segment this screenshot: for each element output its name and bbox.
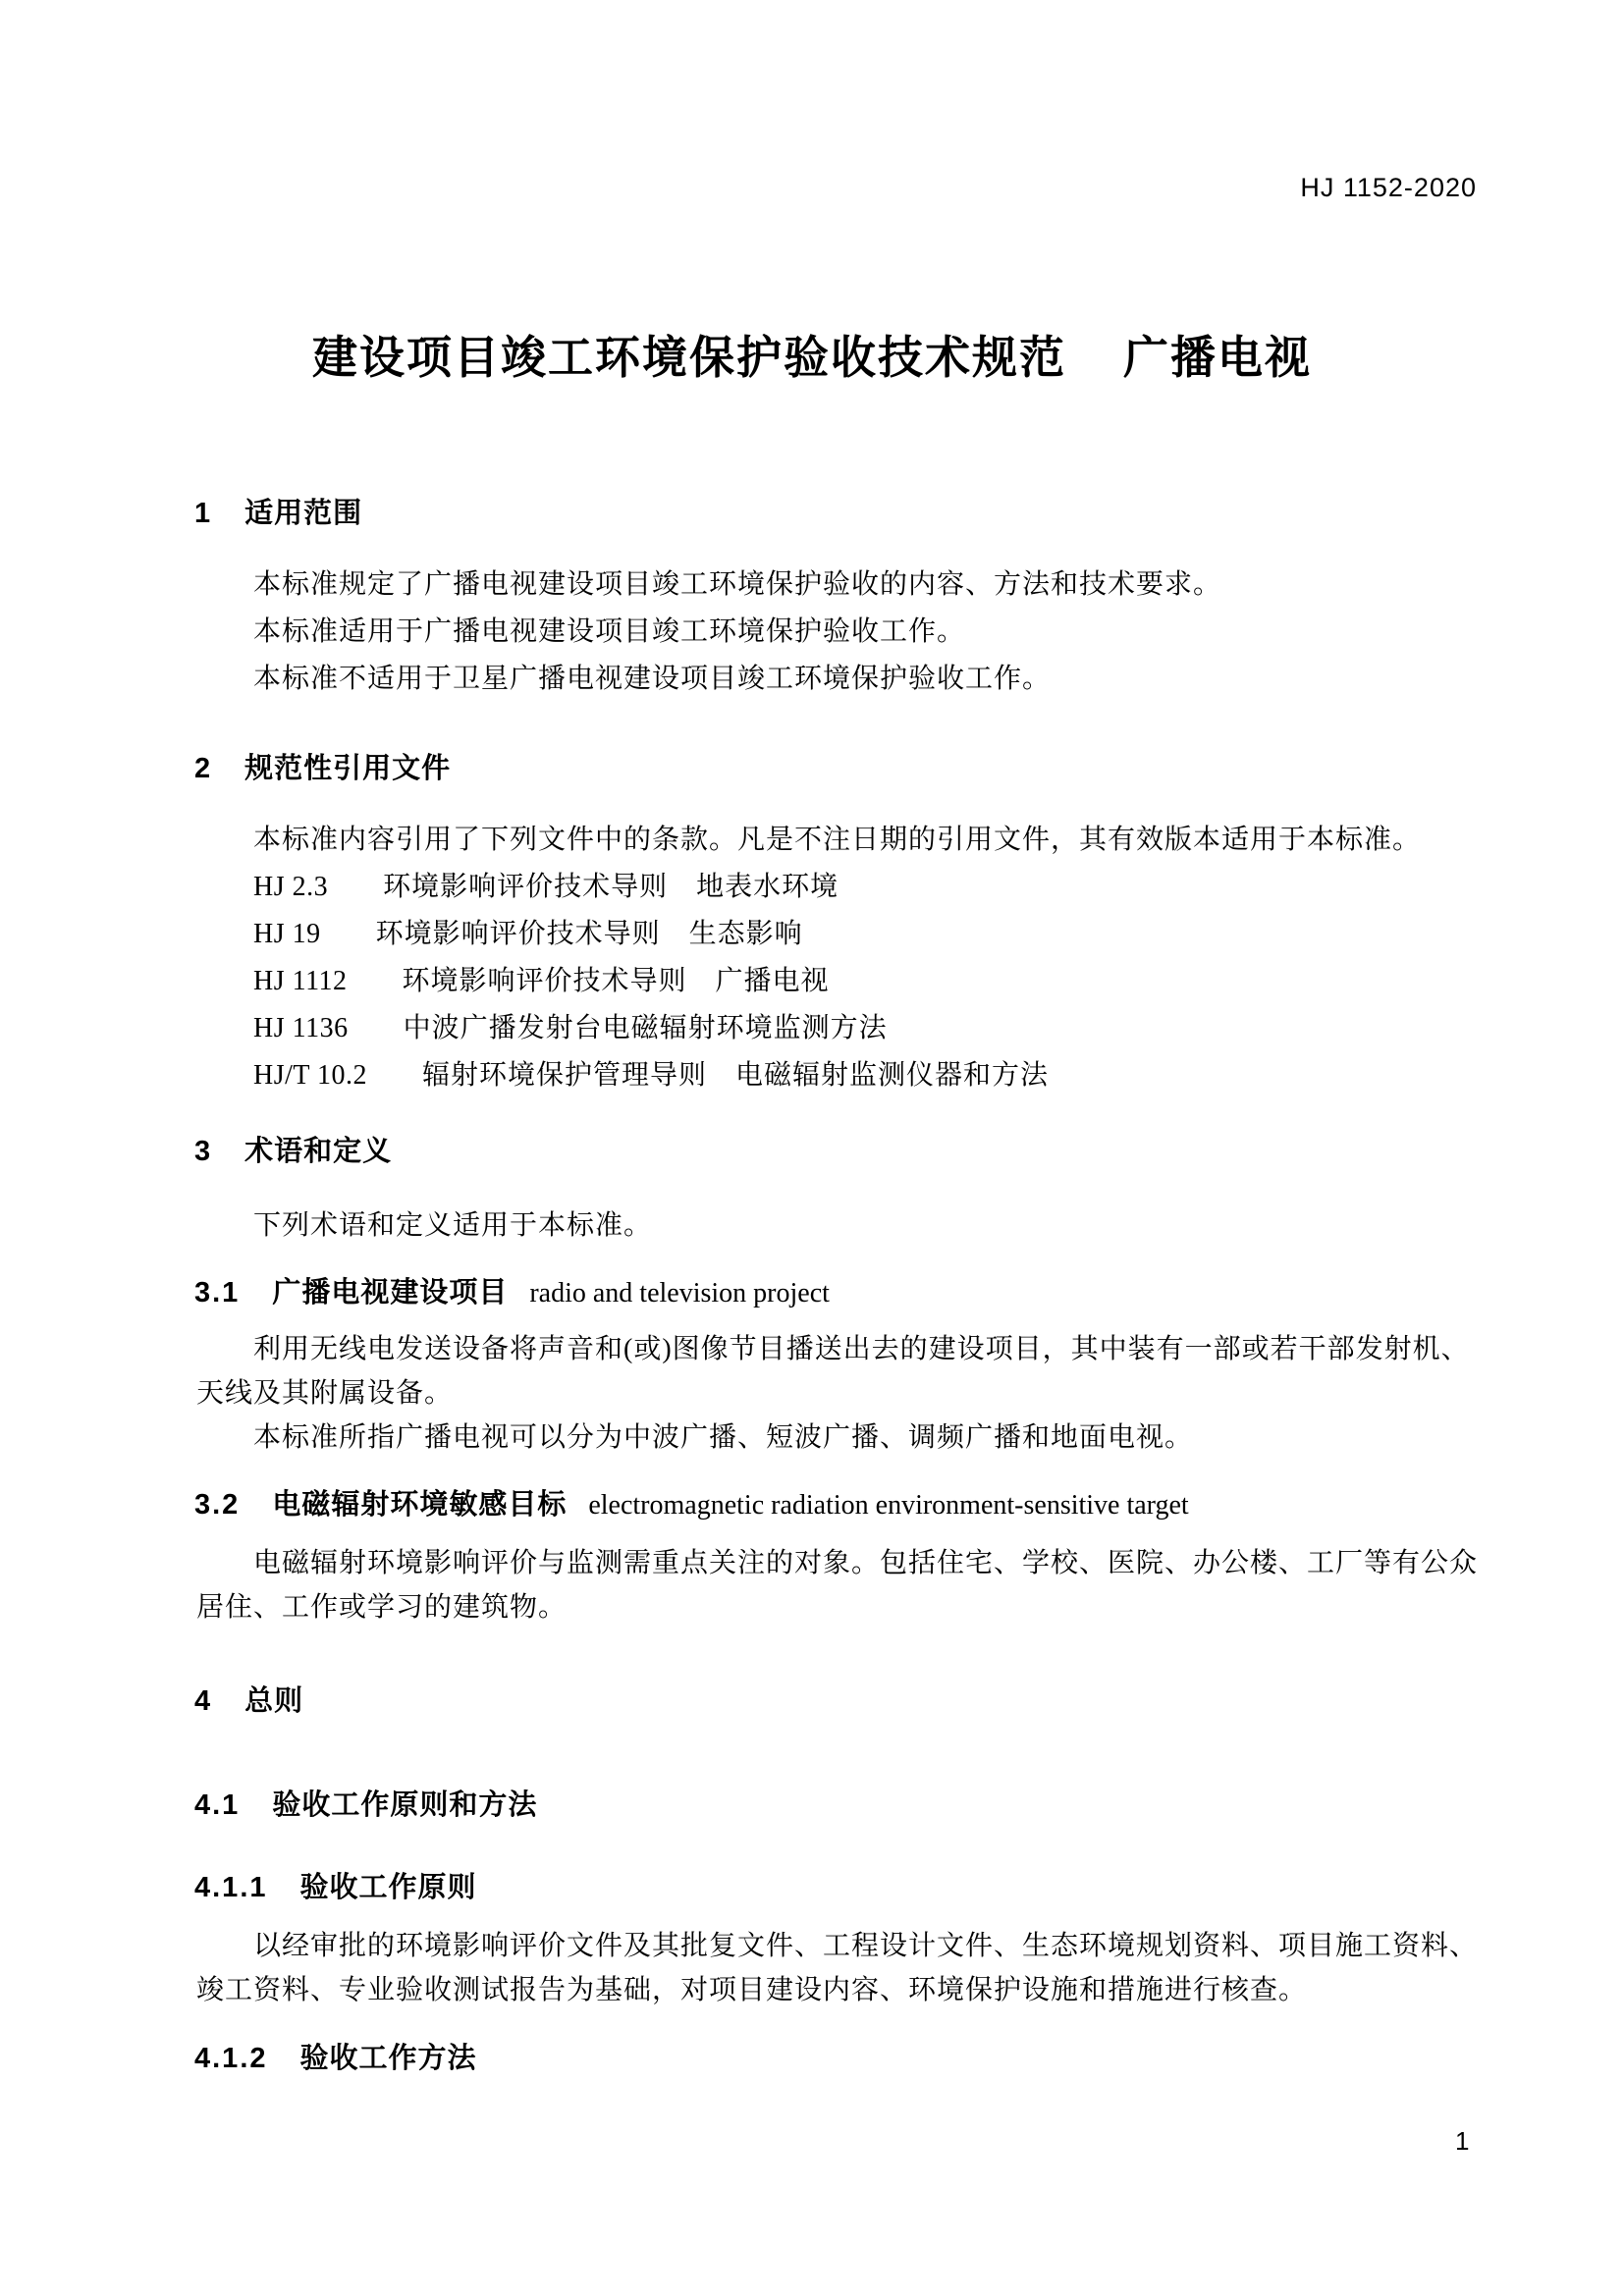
- section-3-number: 3: [194, 1136, 213, 1167]
- term-3-2-heading: [194, 1482, 1189, 1522]
- section-4-1-1-title: 验收工作原则: [299, 1872, 477, 1903]
- term-3-2-english: electromagnetic radiation environment-sensitive target: [588, 1490, 1189, 1521]
- body-line: 天线及其附属设备。: [196, 1378, 454, 1409]
- reference-item: [253, 911, 1049, 958]
- term-3-1-number: 3.1: [194, 1277, 241, 1308]
- section-4-1-2-number: 4.1.2: [194, 2043, 268, 2074]
- section-2-heading: [194, 746, 451, 786]
- body-line: 本标准适用于广播电视建设项目竣工环境保护验收工作。: [253, 616, 966, 647]
- body-line: 本标准内容引用了下列文件中的条款。凡是不注日期的引用文件，其有效版本适用于本标准。: [253, 825, 1422, 855]
- term-3-2-chinese: 电磁辐射环境敏感目标: [272, 1489, 568, 1521]
- reference-name: 辐射环境保护管理导则 电磁辐射监测仪器和方法: [422, 1060, 1050, 1091]
- term-3-1-chinese: 广播电视建设项目: [272, 1277, 509, 1308]
- reference-code: HJ 2.3: [253, 872, 329, 902]
- section-4-1-number: 4.1: [194, 1789, 241, 1821]
- document-title: [0, 322, 1624, 387]
- section-4-1-heading: [194, 1783, 537, 1823]
- section-2-title: 规范性引用文件: [244, 753, 452, 784]
- section-3-heading: [194, 1129, 392, 1169]
- body-line: 电磁辐射环境影响评价与监测需重点关注的对象。包括住宅、学校、医院、办公楼、工厂等有公众: [253, 1548, 1479, 1578]
- reference-list: [253, 864, 1049, 1099]
- term-3-2-definition: [196, 1541, 1478, 1629]
- section-4-heading: [194, 1679, 303, 1719]
- reference-code: HJ 1112: [253, 966, 348, 996]
- section-4-title: 总则: [244, 1685, 304, 1717]
- body-line: 本标准规定了广播电视建设项目竣工环境保护验收的内容、方法和技术要求。: [253, 569, 1222, 600]
- section-1-paragraphs: [196, 561, 1221, 703]
- section-4-1-2-title: 验收工作方法: [299, 2043, 477, 2074]
- reference-name: 中波广播发射台电磁辐射环境监测方法: [403, 1013, 888, 1043]
- section-4-1-1-heading: [194, 1865, 477, 1905]
- section-3-intro: [196, 1203, 652, 1248]
- section-1-title: 适用范围: [244, 498, 363, 529]
- section-2-intro: [196, 817, 1421, 864]
- section-4-1-1-number: 4.1.1: [194, 1872, 268, 1903]
- section-1-number: 1: [194, 498, 213, 529]
- page-number: 1: [1455, 2126, 1470, 2156]
- body-line: 下列术语和定义适用于本标准。: [253, 1210, 653, 1241]
- reference-name: 环境影响评价技术导则 广播电视: [402, 966, 830, 996]
- reference-name: 环境影响评价技术导则 地表水环境: [383, 872, 839, 902]
- body-line: 以经审批的环境影响评价文件及其批复文件、工程设计文件、生态环境规划资料、项目施工资料、: [253, 1931, 1479, 1961]
- term-3-2-number: 3.2: [194, 1489, 241, 1521]
- document-title-main: 建设项目竣工环境保护验收技术规范: [312, 332, 1066, 383]
- reference-code: HJ 1136: [253, 1013, 349, 1043]
- term-3-1-english: radio and television project: [529, 1278, 830, 1308]
- reference-code: HJ 19: [253, 919, 321, 949]
- body-line: 竣工资料、专业验收测试报告为基础，对项目建设内容、环境保护设施和措施进行核查。: [196, 1975, 1308, 2005]
- section-2-number: 2: [194, 753, 213, 784]
- section-4-1-2-heading: [194, 2036, 477, 2076]
- term-3-1-heading: [194, 1270, 830, 1310]
- reference-item: [253, 1052, 1049, 1099]
- reference-code: HJ/T 10.2: [253, 1060, 367, 1091]
- body-line: 本标准所指广播电视可以分为中波广播、短波广播、调频广播和地面电视。: [253, 1422, 1194, 1453]
- reference-name: 环境影响评价技术导则 生态影响: [375, 919, 803, 949]
- reference-item: [253, 864, 1049, 911]
- document-title-topic: 广播电视: [1123, 332, 1312, 383]
- term-3-1-definition: [196, 1327, 1470, 1460]
- section-4-number: 4: [194, 1685, 213, 1717]
- section-1-heading: [194, 491, 362, 531]
- body-line: 居住、工作或学习的建筑物。: [196, 1592, 568, 1623]
- section-4-1-title: 验收工作原则和方法: [272, 1789, 538, 1821]
- section-4-1-1-paragraph: [196, 1924, 1478, 2012]
- body-line: 利用无线电发送设备将声音和(或)图像节目播送出去的建设项目，其中装有一部或若干部发射机、: [253, 1334, 1470, 1364]
- reference-item: [253, 958, 1049, 1005]
- standard-number: HJ 1152-2020: [1300, 173, 1477, 202]
- section-3-title: 术语和定义: [244, 1136, 393, 1167]
- reference-item: [253, 1005, 1049, 1052]
- body-line: 本标准不适用于卫星广播电视建设项目竣工环境保护验收工作。: [253, 664, 1052, 694]
